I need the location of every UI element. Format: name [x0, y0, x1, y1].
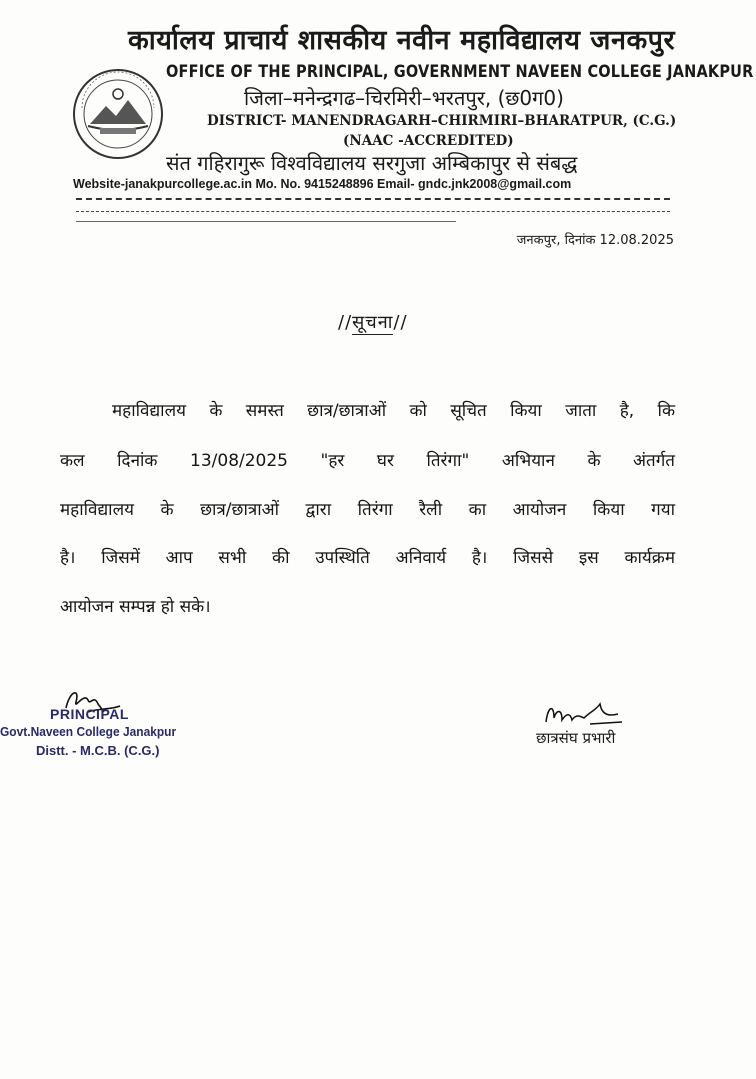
principal-designation: PRINCIPAL — [50, 706, 129, 722]
hindi-title: कार्यालय प्राचार्य शासकीय नवीन महाविद्यालय जनकपुर — [128, 25, 676, 56]
title-suffix: // — [393, 312, 408, 333]
title-prefix: // — [338, 312, 353, 333]
contact-line: Website-janakpurcollege.ac.in Mo. No. 9415248896 Email- gndc.jnk2008@gmail.com — [73, 177, 572, 191]
notice-body-line: कल दिनांक 13/08/2025 "हर घर तिरंगा" अभियान के अंतर्गत — [60, 451, 675, 471]
notice-body-line: है। जिसमें आप सभी की उपस्थिति अनिवार्य है। जिससे इस कार्यक्रम — [60, 548, 675, 568]
notice-body-line: आयोजन सम्पन्न हो सके। — [60, 597, 211, 617]
notice-body-line: महाविद्यालय के छात्र/छात्राओं द्वारा तिरंगा रैली का आयोजन किया गया — [60, 500, 675, 520]
header-divider — [76, 211, 670, 212]
title-text: सूचना — [352, 312, 394, 333]
notice-title — [338, 310, 408, 334]
notice-body-line: महाविद्यालय के समस्त छात्र/छात्राओं को सूचित किया जाता है, कि — [112, 401, 675, 421]
english-title: OFFICE OF THE PRINCIPAL, GOVERNMENT NAVEEN COLLEGE JANAKPUR — [166, 62, 754, 81]
incharge-designation: छात्रसंघ प्रभारी — [536, 729, 616, 747]
date-line: जनकपुर, दिनांक 12.08.2025 — [516, 233, 674, 248]
header-divider — [76, 221, 456, 222]
college-logo-icon — [72, 68, 164, 160]
header-divider — [76, 198, 670, 200]
principal-college: Govt.Naveen College Janakpur — [0, 724, 177, 739]
affiliation: संत गहिरागुरू विश्वविद्यालय सरगुजा अम्बिकापुर से संबद्ध — [166, 151, 578, 175]
accreditation: (NAAC -ACCREDITED) — [343, 133, 514, 149]
english-district: DISTRICT- MANENDRAGARH–CHIRMIRI–BHARATPUR, (C.G.) — [207, 113, 677, 129]
principal-district: Distt. - M.C.B. (C.G.) — [36, 743, 160, 758]
hindi-district: जिला–मनेन्द्रगढ–चिरमिरी–भरतपुर, (छ0ग0) — [244, 86, 564, 110]
incharge-signature-icon — [540, 696, 630, 732]
